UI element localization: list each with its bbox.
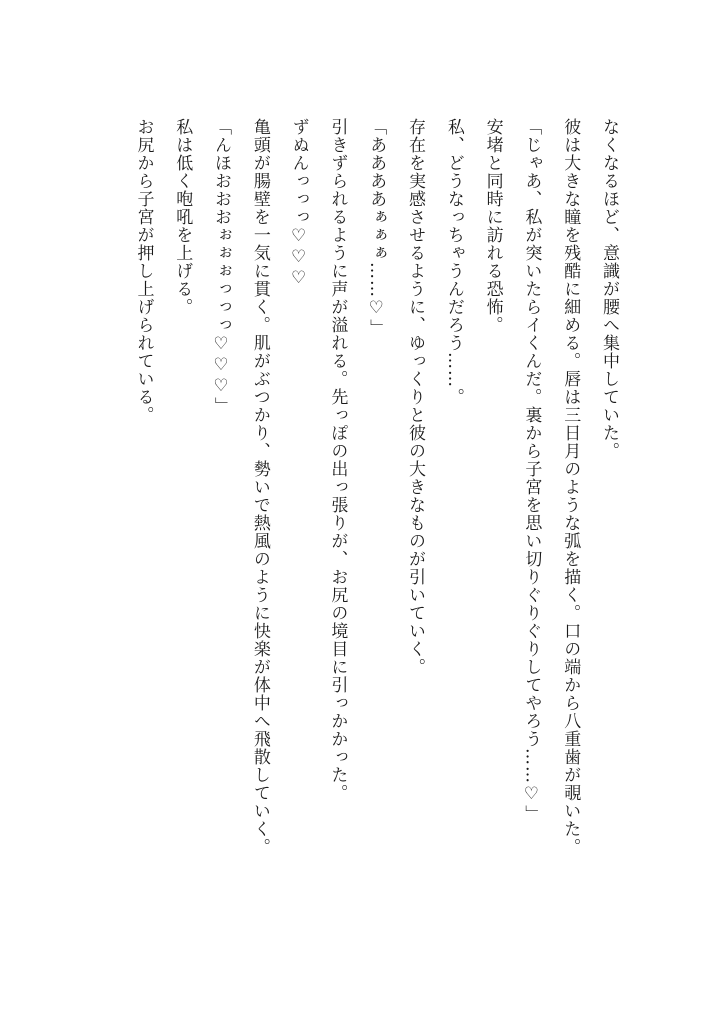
- text-line-9: ずぬんっっっ♡♡♡: [288, 118, 309, 289]
- text-line-10: 亀頭が腸壁を一気に貫く。肌がぶつかり、勢いで熱風のように快楽が体中へ飛散していく。: [249, 118, 270, 856]
- text-line-12: 私は低く咆吼を上げる。: [172, 118, 193, 316]
- vertical-text-body: [124, 118, 628, 938]
- text-line-4: 安堵と同時に訪れる恐怖。: [482, 118, 503, 334]
- text-line-3: 「じゃあ、私が突いたらイくんだ。裏から子宮を思い切りぐりぐりしてやろう……♡」: [521, 118, 542, 823]
- text-line-13: お尻から子宮が押し上げられている。: [133, 118, 154, 424]
- text-line-11: 「んほおおおぉぉぉっっっ♡♡♡」: [211, 118, 232, 415]
- text-line-7: 「ああああぁぁぁ……♡」: [366, 118, 387, 337]
- text-line-5: 私、どうなっちゃうんだろう……。: [443, 118, 464, 406]
- text-line-8: 引きずられるように声が溢れる。先っぽの出っ張りが、お尻の境目に引っかかった。: [327, 118, 348, 802]
- text-line-1: なくなるほど、意識が腰へ集中していた。: [599, 118, 619, 460]
- text-line-6: 存在を実感させるように、ゆっくりと彼の大きなものが引いていく。: [405, 118, 426, 676]
- text-line-2: 彼は大きな瞳を残酷に細める。唇は三日月のような弧を描く。口の端から八重歯が覗いた。: [560, 118, 581, 856]
